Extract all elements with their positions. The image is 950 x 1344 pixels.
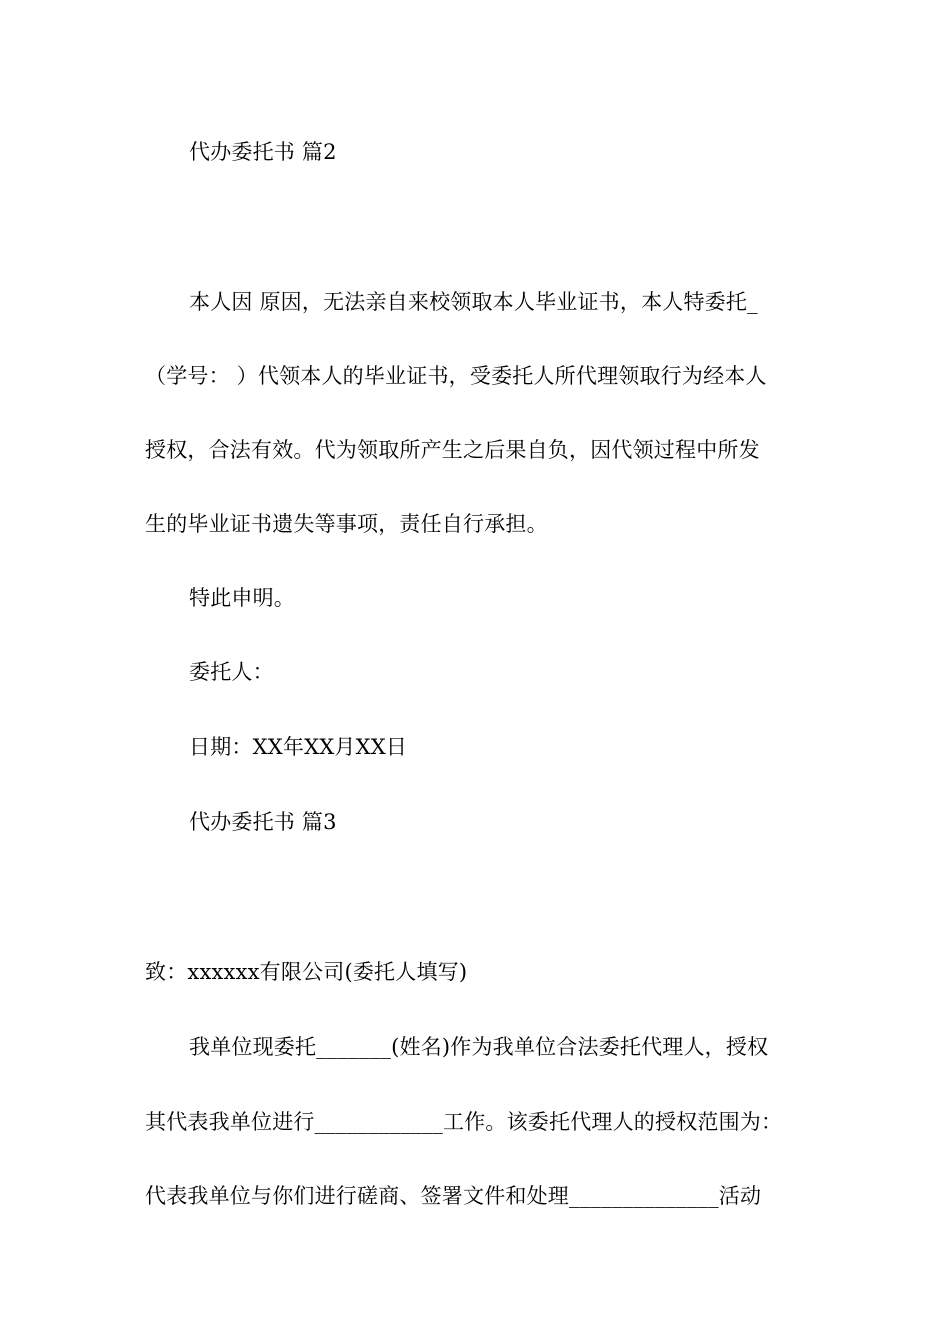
- heading-section-3: 代办委托书 篇3: [189, 810, 337, 834]
- paragraph-line: 其代表我单位进行____________工作。该委托代理人的授权范围为：: [145, 1110, 783, 1134]
- principal-label: 委托人：: [189, 660, 274, 684]
- paragraph-line: 生的毕业证书遗失等事项，责任自行承担。: [145, 512, 548, 536]
- paragraph-line: 授权，合法有效。代为领取所产生之后果自负，因代领过程中所发: [145, 438, 760, 462]
- addressee-line: 致：xxxxxx有限公司(委托人填写): [145, 960, 468, 984]
- paragraph-line: 我单位现委托_______(姓名)作为我单位合法委托代理人，授权: [189, 1035, 769, 1059]
- date-line: 日期：XX年XX月XX日: [189, 735, 408, 759]
- heading-section-2: 代办委托书 篇2: [189, 140, 337, 164]
- declaration-text: 特此申明。: [189, 586, 295, 610]
- paragraph-line: 本人因 原因，无法亲自来校领取本人毕业证书，本人特委托_: [189, 290, 758, 314]
- paragraph-line: （学号： ）代领本人的毕业证书，受委托人所代理领取行为经本人: [145, 364, 767, 388]
- paragraph-line: 代表我单位与你们进行磋商、签署文件和处理______________活动: [145, 1184, 762, 1208]
